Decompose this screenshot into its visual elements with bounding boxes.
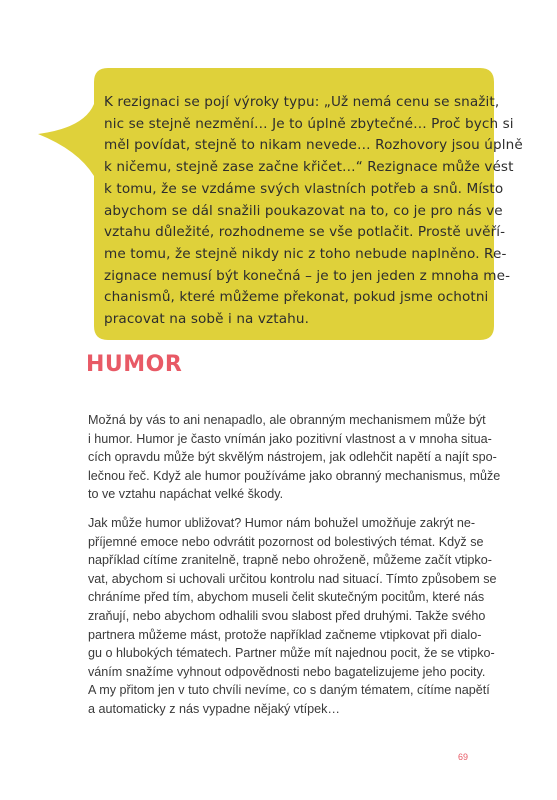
text-line: váním snažíme vyhnout odpovědnosti nebo bagatelizujeme jeho pocity.: [88, 664, 486, 679]
text-line: příjemné emoce nebo odvrátit pozornost od bolestivých témat. Když se: [88, 534, 484, 549]
callout-line: chanismů, které můžeme překonat, pokud jsme ochotni: [104, 289, 489, 306]
text-line: i humor. Humor je často vnímán jako pozitivní vlastnost a v mnoha situa-: [88, 431, 492, 446]
text-line: cích opravdu může být skvělým nástrojem, jak odlehčit napětí a najít spo-: [88, 450, 497, 465]
text-line: a automaticky z nás vypadne nějaký vtípek…: [88, 701, 341, 716]
callout-line: nic se stejně nezmění… Je to úplně zbytečné… Proč bych si: [104, 115, 514, 132]
text-line: gu o hlubokých tématech. Partner může mít najednou pocit, že se vtipko-: [88, 646, 495, 661]
paragraph-2: [88, 514, 497, 719]
callout-line: pracovat na sobě i na vztahu.: [104, 311, 310, 328]
callout-line: abychom se dál snažili poukazovat na to, co je pro nás ve: [104, 202, 503, 219]
section-heading: HUMOR: [86, 352, 183, 377]
text-line: Jak může humor ubližovat? Humor nám bohužel umožňuje zakrýt ne-: [88, 515, 476, 530]
callout-line: měl povídat, stejně to nikam nevede… Rozhovory jsou úplně: [104, 137, 523, 154]
callout-line: vztahu důležité, rozhodneme se vše potlačit. Prostě uvěří-: [104, 224, 506, 241]
callout-bubble: [38, 68, 523, 340]
text-line: to ve vztahu napáchat velké škody.: [88, 487, 284, 502]
callout-line: zignace nemusí být konečná – je to jen jeden z mnoha me-: [104, 267, 511, 284]
text-line: chráníme před tím, abychom museli čelit skutečným pocitům, které nás: [88, 590, 485, 605]
body-text: [88, 411, 501, 729]
page-number: 69: [458, 752, 469, 762]
text-line: vat, abychom si uchovali určitou kontrolu nad situací. Tímto způsobem se: [88, 571, 497, 586]
paragraph-1: [88, 411, 501, 504]
text-line: lečnou řeč. Když ale humor používáme jako obranný mechanismus, může: [88, 468, 501, 483]
callout-line: K rezignaci se pojí výroky typu: „Už nemá cenu se snažit,: [104, 94, 500, 110]
text-line: partnera můžeme mást, protože například začneme vtipkovat při dialo-: [88, 627, 482, 642]
text-line: například cítíme zranitelně, trapně nebo ohroženě, můžeme začít vtipko-: [88, 553, 492, 568]
callout-line: me tomu, že stejně nikdy nic z toho nebude naplněno. Re-: [104, 245, 507, 262]
text-line: A my přitom jen v tuto chvíli nevíme, co s daným tématem, cítíme napětí: [88, 683, 490, 698]
callout-line: k ničemu, stejně zase začne křičet…“ Rezignace může vést: [104, 159, 514, 176]
text-line: zraňují, nebo abychom odhalili svou slabost před druhými. Takže svého: [88, 608, 486, 623]
text-line: Možná by vás to ani nenapadlo, ale obranným mechanismem může být: [88, 413, 486, 427]
callout-text: [104, 92, 523, 331]
callout-line: k tomu, že se vzdáme svých vlastních potřeb a snů. Místo: [104, 180, 504, 197]
